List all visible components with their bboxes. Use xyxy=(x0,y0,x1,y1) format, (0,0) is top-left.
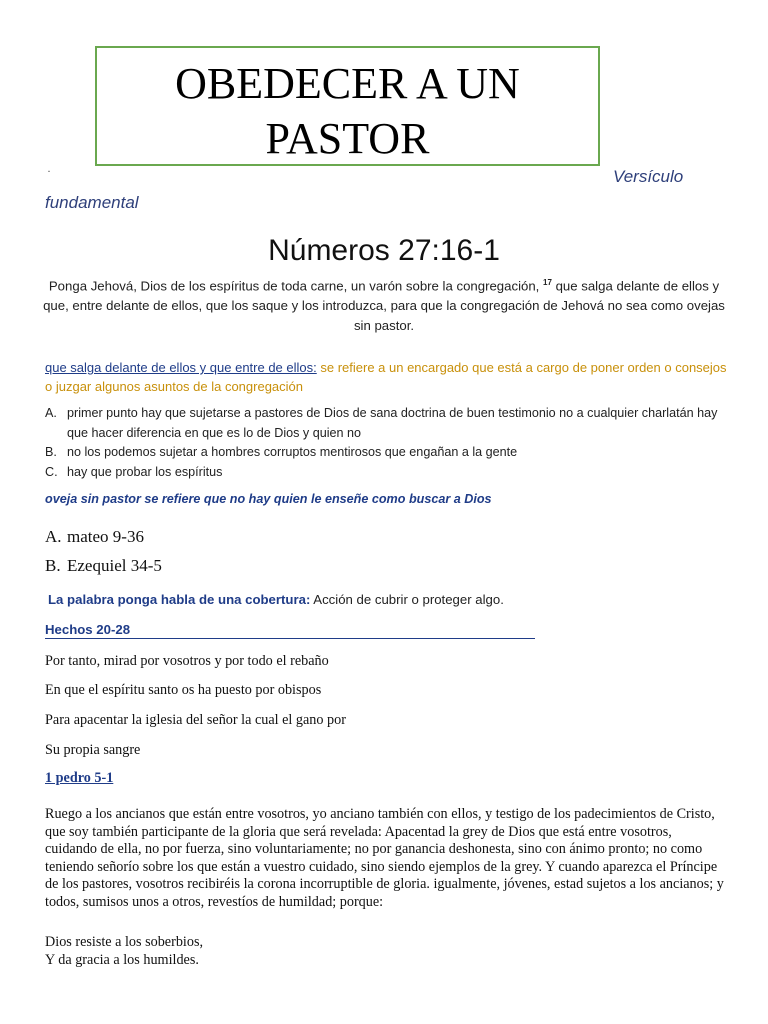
hechos-line: Su propia sangre xyxy=(45,742,141,758)
explanation-underlined: que salga delante de ellos y que entre de ellos: xyxy=(45,360,317,375)
hechos-line: Para apacentar la iglesia del señor la cual el gano por xyxy=(45,712,346,728)
closing-line: Dios resiste a los soberbios, xyxy=(45,934,204,950)
list-marker: B. xyxy=(45,445,57,459)
reference-text: Ezequiel 34-5 xyxy=(67,556,162,575)
list-marker: C. xyxy=(45,464,58,479)
hechos-heading: Hechos 20-28 xyxy=(45,622,535,639)
pedro-heading: 1 pedro 5-1 xyxy=(45,770,114,786)
references-list xyxy=(45,522,162,580)
verse-text xyxy=(40,273,728,336)
versiculo-label-part1: Versículo xyxy=(613,167,684,186)
list-marker: A. xyxy=(45,527,62,546)
reference-text: mateo 9-36 xyxy=(67,527,144,546)
title-line-2: PASTOR xyxy=(265,114,430,163)
list-item xyxy=(45,551,162,580)
explanation-rest: se refiere a un encargado que está a cargo de poner orden o consejos o juzgar algunos asuntos de la congregación xyxy=(45,360,727,394)
list-item xyxy=(45,404,735,443)
hechos-line: Por tanto, mirad por vosotros y por todo el rebaño xyxy=(45,653,329,669)
list-item xyxy=(45,443,735,463)
list-marker: B. xyxy=(45,556,61,575)
points-list xyxy=(45,404,735,482)
list-text: no los podemos sujetar a hombres corruptos mentirosos que engañan a la gente xyxy=(67,445,518,459)
versiculo-label-part2: fundamental xyxy=(45,193,139,212)
list-item xyxy=(45,522,162,551)
title-box xyxy=(95,46,600,166)
list-text: primer punto hay que sujetarse a pastores de Dios de sana doctrina de buen testimonio no a cualquier charlatán hay que hacer diferencia en que es lo de Dios y quien no xyxy=(67,406,718,440)
verse-reference-heading: Números 27:16-1 xyxy=(268,234,500,267)
verse-number: 17 xyxy=(543,278,552,287)
hechos-line: En que el espíritu santo os ha puesto por obispos xyxy=(45,682,322,698)
list-marker: A. xyxy=(45,406,57,420)
verse-part-2: que salga delante de ellos y que, entre delante de ellos, que los saque y los introduzca, para que la congregación de Jehová no sea como ovejas sin pastor. xyxy=(43,278,725,334)
closing-verse xyxy=(45,933,203,969)
pedro-paragraph: Ruego a los ancianos que están entre vosotros, yo anciano también con ellos, y testigo de los padecimientos de Cristo, que soy también participante de la gloria que será revelada: Apacentad la grey de Dios que está entre vosotros, cuidando de ella, no por fuerza, sino voluntariamente; no por ganancia deshonesta, sino con ánimo pronto; no como teniendo señorío sobre los que están a vuestro cuidado, sino siendo ejemplos de la grey. Y cuando aparezca el Príncipe de los pastores, vosotros recibiréis la corona incorruptible de gloria. igualmente, jóvenes, estad sujetos a los ancianos; y todos, sumisos unos a otros, revestíos de humildad; porque: xyxy=(45,806,724,910)
palabra-def: Acción de cubrir o proteger algo. xyxy=(310,592,504,607)
verse-part-1: Ponga Jehová, Dios de los espíritus de toda carne, un varón sobre la congregación, xyxy=(48,278,540,294)
list-item xyxy=(45,463,735,483)
oveja-note: oveja sin pastor se refiere que no hay quien le enseñe como buscar a Dios xyxy=(45,492,492,506)
title-line-1: OBEDECER A UN xyxy=(175,59,520,108)
list-text: hay que probar los espíritus xyxy=(67,464,223,479)
palabra-label: La palabra ponga habla de una cobertura: xyxy=(48,592,311,607)
bullet-dot: · xyxy=(47,164,51,178)
explanation xyxy=(45,358,735,396)
closing-line: Y da gracia a los humildes. xyxy=(45,952,199,968)
palabra-definition xyxy=(48,592,504,607)
